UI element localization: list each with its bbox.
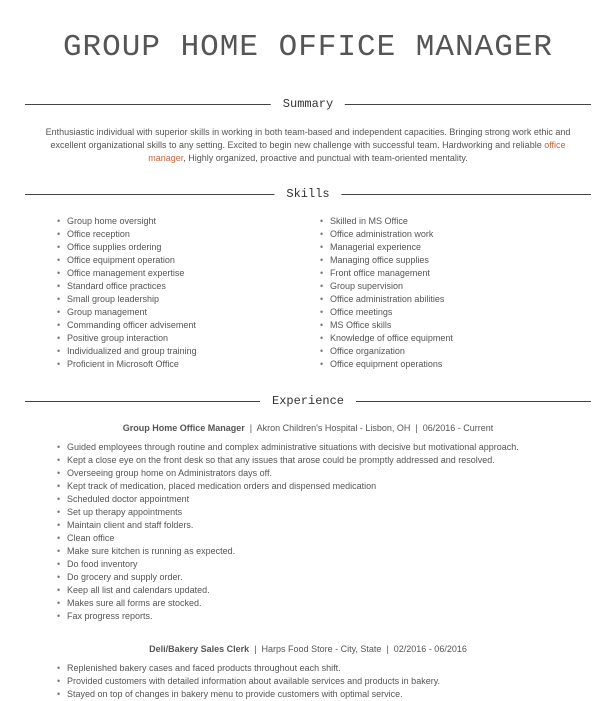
- list-item: • Make sure kitchen is running as expected.: [57, 545, 519, 558]
- list-item: • Commanding officer advisement: [57, 319, 197, 332]
- experience-header: [25, 394, 591, 408]
- list-item: • Clean office: [57, 532, 519, 545]
- list-item: • Guided employees through routine and complex administrative situations with decisive but motivational approach.: [57, 441, 519, 454]
- experience-heading: Experience: [260, 394, 356, 408]
- summary-text-part: , Highly organized, proactive and punctual with team-oriented mentality.: [183, 153, 468, 163]
- list-item: • Positive group interaction: [57, 332, 197, 345]
- list-item: • Managing office supplies: [320, 254, 453, 267]
- list-item: • Office supplies ordering: [57, 241, 197, 254]
- job-title: Group Home Office Manager: [122, 423, 245, 433]
- job-header: Deli/Bakery Sales Clerk | Harps Food Store - City, State | 02/2016 - 06/2016: [149, 644, 467, 654]
- list-item: • Proficient in Microsoft Office: [57, 358, 197, 371]
- list-item: • Overseeing group home on Administrators days off.: [57, 467, 519, 480]
- list-item: • Provided customers with detailed information about available services and products in bakery.: [57, 675, 440, 688]
- job-bullets: [57, 441, 519, 623]
- list-item: • Skilled in MS Office: [320, 215, 453, 228]
- job-dates: 02/2016 - 06/2016: [393, 644, 467, 654]
- office-manager-link[interactable]: office manager: [148, 140, 566, 163]
- job-company: Akron Children's Hospital - Lisbon, OH: [256, 423, 411, 433]
- list-item: • Front office management: [320, 267, 453, 280]
- summary-text-part: Enthusiastic individual with superior skills in working in both team-based and independent capacities. Bringing strong work ethic and excellent organizational skills to any setting. Excited to begin new challenge with successful team. Hardworking and reliable: [45, 127, 571, 150]
- list-item: • Do food inventory: [57, 558, 519, 571]
- skills-list-right: [320, 215, 453, 371]
- list-item: • Office equipment operations: [320, 358, 453, 371]
- list-item: • MS Office skills: [320, 319, 453, 332]
- summary-text: [40, 126, 576, 165]
- list-item: • Group home oversight: [57, 215, 197, 228]
- resume-title: GROUP HOME OFFICE MANAGER: [62, 30, 554, 65]
- list-item: • Managerial experience: [320, 241, 453, 254]
- list-item: • Office organization: [320, 345, 453, 358]
- list-item: • Makes sure all forms are stocked.: [57, 597, 519, 610]
- job-header: Group Home Office Manager | Akron Children's Hospital - Lisbon, OH | 06/2016 - Current: [122, 423, 494, 433]
- list-item: • Set up therapy appointments: [57, 506, 519, 519]
- list-item: • Office equipment operation: [57, 254, 197, 267]
- list-item: • Standard office practices: [57, 280, 197, 293]
- skills-heading: Skills: [274, 187, 341, 201]
- skills-header: [25, 187, 591, 201]
- list-item: • Office meetings: [320, 306, 453, 319]
- list-item: • Replenished bakery cases and faced products throughout each shift.: [57, 662, 440, 675]
- list-item: • Stayed on top of changes in bakery menu to provide customers with optimal service.: [57, 688, 440, 701]
- summary-header: [25, 97, 591, 111]
- list-item: • Office administration work: [320, 228, 453, 241]
- list-item: • Maintain client and staff folders.: [57, 519, 519, 532]
- list-item: • Group management: [57, 306, 197, 319]
- list-item: • Do grocery and supply order.: [57, 571, 519, 584]
- list-item: • Kept a close eye on the front desk so that any issues that arose could be promptly addressed and resolved.: [57, 454, 519, 467]
- list-item: • Individualized and group training: [57, 345, 197, 358]
- list-item: • Office administration abilities: [320, 293, 453, 306]
- list-item: • Scheduled doctor appointment: [57, 493, 519, 506]
- job-dates: 06/2016 - Current: [422, 423, 494, 433]
- list-item: • Kept track of medication, placed medication orders and dispensed medication: [57, 480, 519, 493]
- job-bullets: [57, 662, 440, 701]
- list-item: • Small group leadership: [57, 293, 197, 306]
- job-title: Deli/Bakery Sales Clerk: [149, 644, 250, 654]
- summary-heading: Summary: [271, 97, 345, 111]
- list-item: • Group supervision: [320, 280, 453, 293]
- list-item: • Keep all list and calendars updated.: [57, 584, 519, 597]
- list-item: • Fax progress reports.: [57, 610, 519, 623]
- job-company: Harps Food Store - City, State: [261, 644, 382, 654]
- list-item: • Office reception: [57, 228, 197, 241]
- list-item: • Office management expertise: [57, 267, 197, 280]
- list-item: • Knowledge of office equipment: [320, 332, 453, 345]
- skills-list-left: [57, 215, 197, 371]
